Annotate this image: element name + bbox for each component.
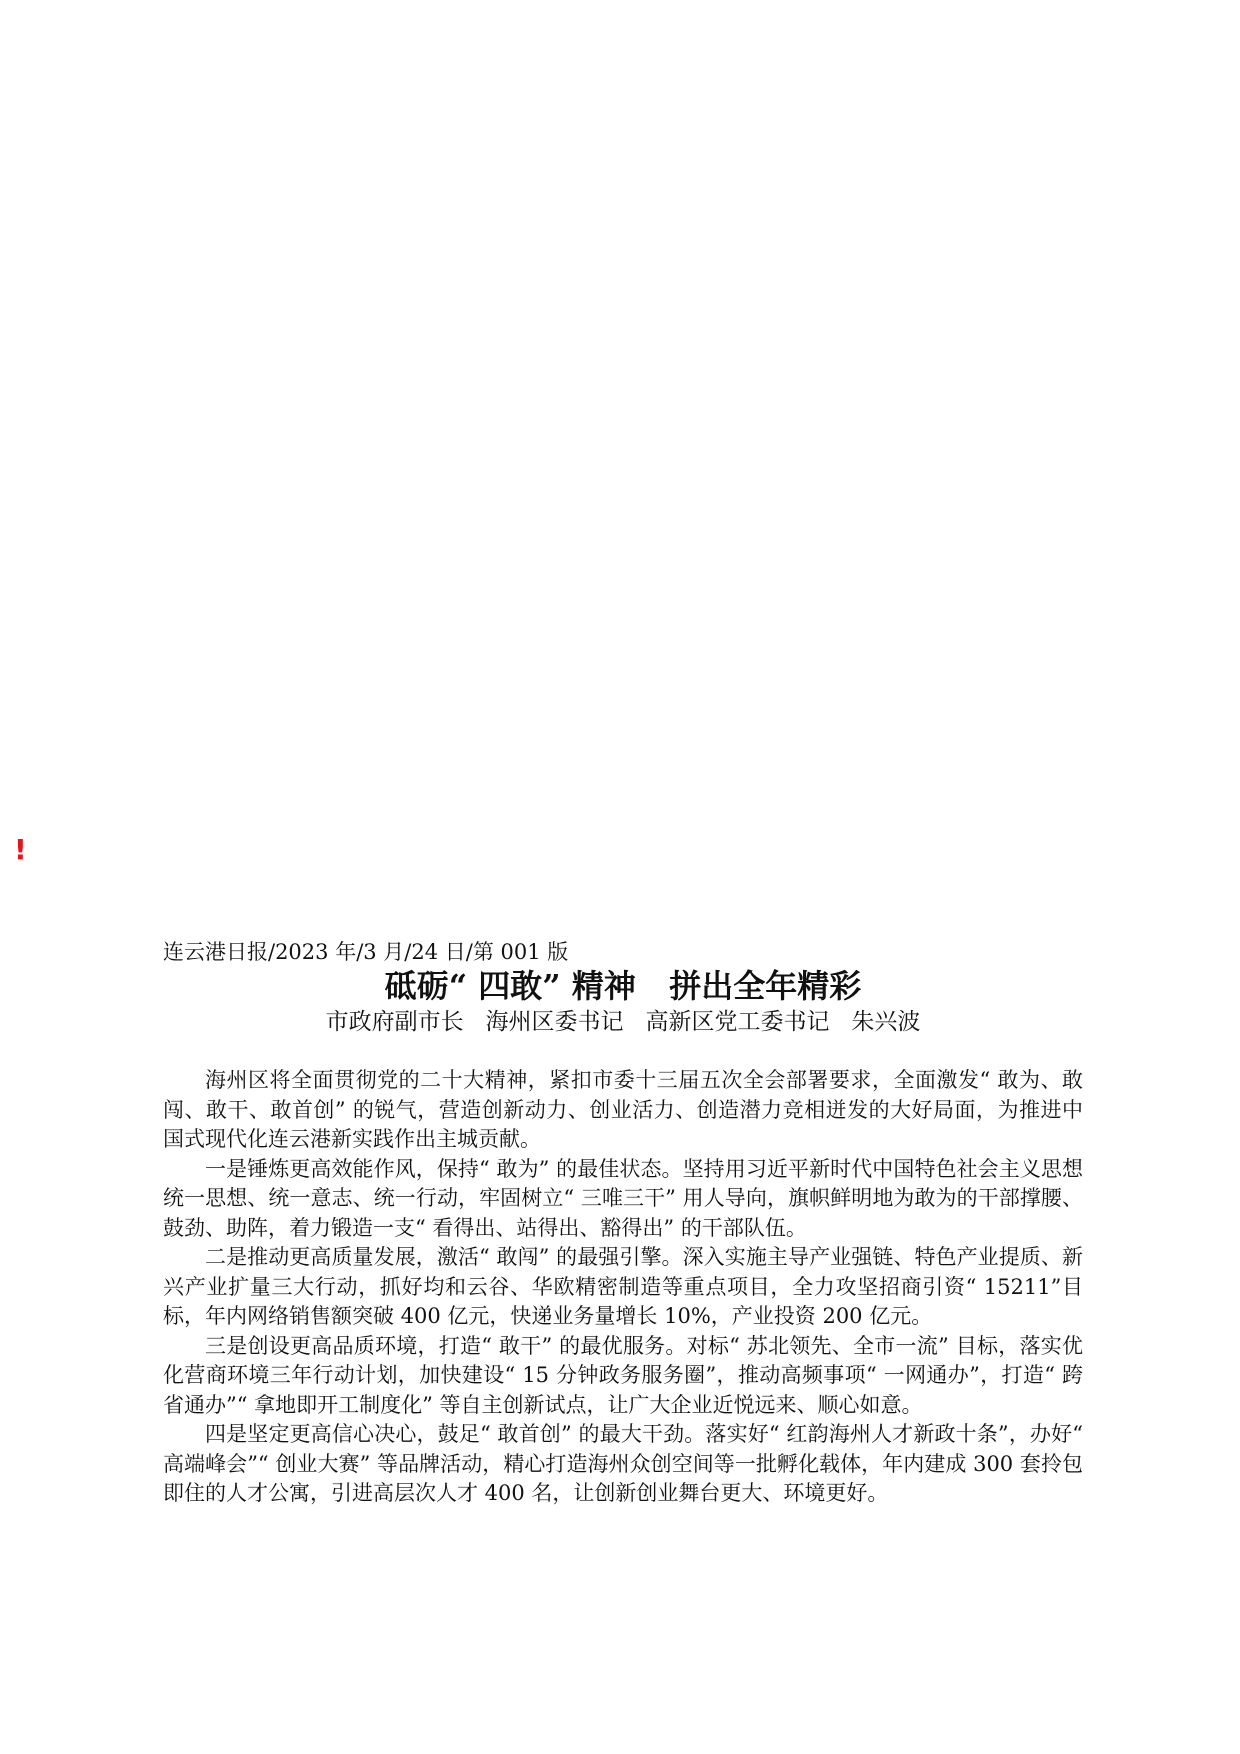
- paragraph: 四是坚定更高信心决心，鼓足“ 敢首创” 的最大干劲。落实好“ 红韵海州人才新政十条”，办好“ 高端峰会”“ 创业大赛” 等品牌活动，精心打造海州众创空间等一批孵化载体，年内建成 300 套拎包即住的人才公寓，引进高层次人才 400 名，让创新创业舞台更大、环境更好。: [163, 1422, 1083, 1505]
- article-body: [163, 1066, 1083, 1509]
- paragraph: 二是推动更高质量发展，激活“ 敢闯” 的最强引擎。深入实施主导产业强链、特色产业提质、新兴产业扩量三大行动，抓好均和云谷、华欧精密制造等重点项目，全力攻坚招商引资“ 15211”目标，年内网络销售额突破 400 亿元，快递业务量增长 10%，产业投资 200 亿元。: [163, 1245, 1083, 1328]
- article-title: 砥砺“ 四敢” 精神 拼出全年精彩: [384, 967, 862, 1005]
- paragraph: 一是锤炼更高效能作风，保持“ 敢为” 的最佳状态。坚持用习近平新时代中国特色社会主义思想统一思想、统一意志、统一行动，牢固树立“ 三唯三干” 用人导向，旗帜鲜明地为敢为的干部撑腰、鼓劲、助阵，着力锻造一支“ 看得出、站得出、豁得出” 的干部队伍。: [163, 1156, 1083, 1240]
- red-exclamation-mark: !: [14, 833, 27, 866]
- article-source: 连云港日报/2023 年/3 月/24 日/第 001 版: [163, 940, 569, 964]
- paragraph: 海州区将全面贯彻党的二十大精神，紧扣市委十三届五次全会部署要求，全面激发“ 敢为、敢闯、敢干、敢首创” 的锐气，营造创新动力、创业活力、创造潜力竞相迸发的大好局面，为推进中国式现代化连云港新实践作出主城贡献。: [163, 1068, 1083, 1151]
- article-byline: 市政府副市长 海州区委书记 高新区党工委书记 朱兴波: [325, 1009, 921, 1035]
- paragraph: 三是创设更高品质环境，打造“ 敢干” 的最优服务。对标“ 苏北领先、全市一流” 目标，落实优化营商环境三年行动计划，加快建设“ 15 分钟政务服务圈”，推动高频事项“ 一网通办”，打造“ 跨省通办”“ 拿地即开工制度化” 等自主创新试点，让广大企业近悦远来、顺心如意。: [163, 1333, 1083, 1417]
